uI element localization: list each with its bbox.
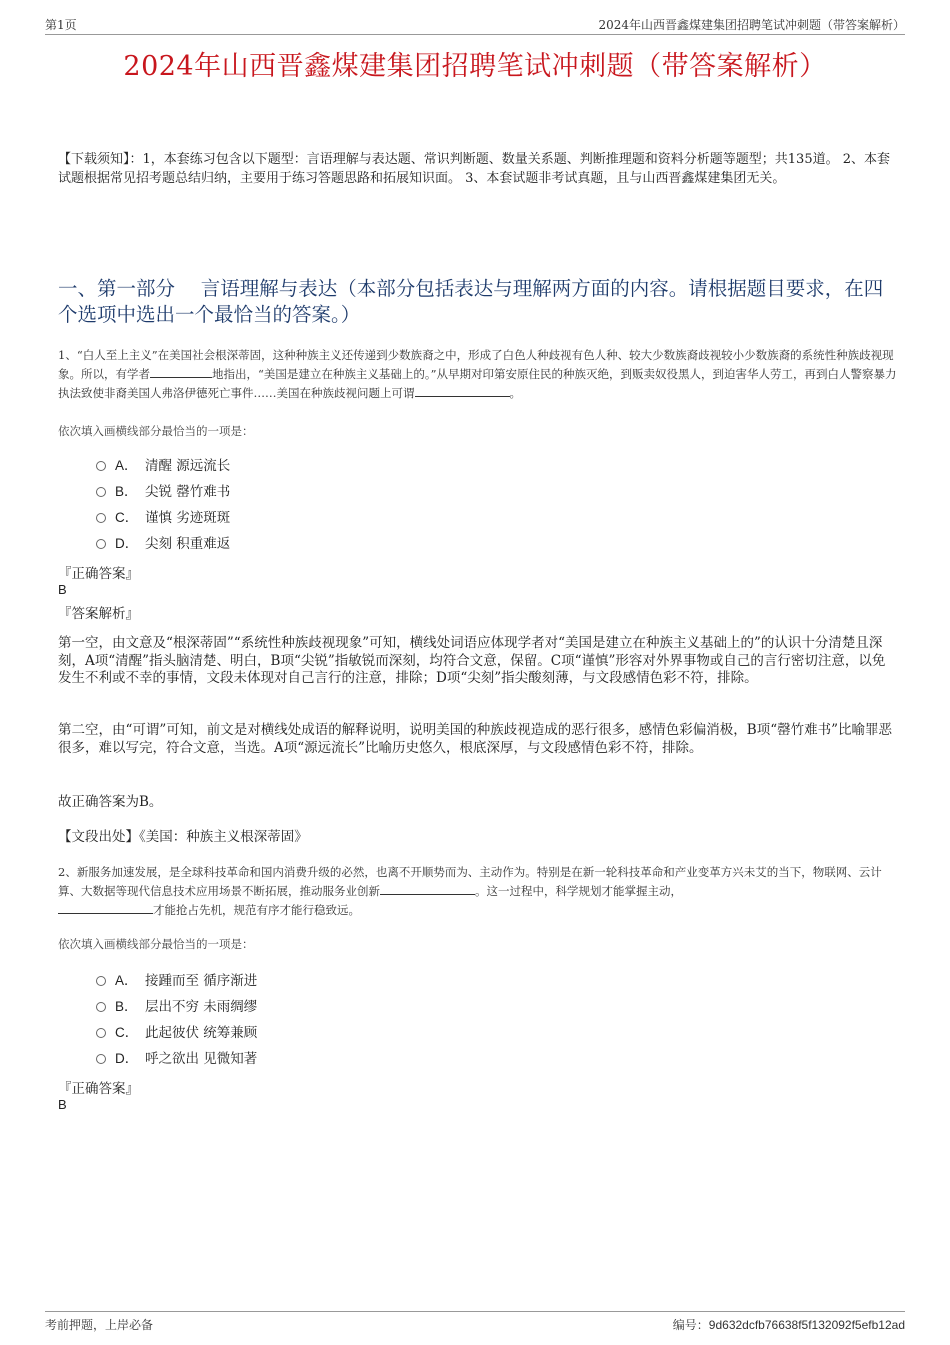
option-b[interactable]: B． 层出不穷 未雨绸缪 xyxy=(96,994,257,1020)
question-1-prompt: 依次填入画横线部分最恰当的一项是： xyxy=(58,424,254,438)
radio-icon[interactable] xyxy=(96,976,106,986)
footer-slogan: 考前押题，上岸必备 xyxy=(45,1318,154,1332)
fill-blank xyxy=(150,365,212,378)
text-source: 【文段出处】《美国：种族主义根深蒂固》 xyxy=(58,829,308,845)
analysis-conclusion: 故正确答案为B。 xyxy=(58,794,163,810)
question-1-text: 1、“白人至上主义”在美国社会根深蒂固，这种种族主义还传递到少数族裔之中，形成了白色人种歧视有色人种、较大少数族裔歧视较小少数族裔的系统性种族歧视现象。所以，有学者 地指出，“美国是建立在种族主义基础上的。”从早期对印第安原住民的种族灭绝，到贩卖奴役黑人，到迫害华人劳工，再到白人警察暴力执法致使非裔美国人弗洛伊德死亡事件……美国在种族歧视问题上可谓 。 xyxy=(58,348,897,400)
analysis-label: 『答案解析』 xyxy=(58,606,139,622)
radio-icon[interactable] xyxy=(96,539,106,549)
section-title: 一、第一部分 言语理解与表达（本部分包括表达与理解两方面的内容。请根据题目要求，在四个选项中选出一个最恰当的答案。） xyxy=(58,277,884,326)
page-header xyxy=(45,14,905,35)
radio-icon[interactable] xyxy=(96,1002,106,1012)
radio-icon[interactable] xyxy=(96,513,106,523)
header-doc-title: 2024年山西晋鑫煤建集团招聘笔试冲刺题（带答案解析） xyxy=(598,18,905,32)
option-b[interactable]: B． 尖锐 罄竹难书 xyxy=(96,479,230,505)
correct-answer: B xyxy=(58,582,67,597)
correct-answer: B xyxy=(58,1097,67,1112)
option-d[interactable]: D． 尖刻 积重难返 xyxy=(96,531,230,557)
page-footer xyxy=(45,1311,905,1334)
radio-icon[interactable] xyxy=(96,461,106,471)
question-2-text: 2、新服务加速发展，是全球科技革命和国内消费升级的必然，也离不开顺势而为、主动作为。特别是在新一轮科技革命和产业变革方兴未艾的当下，物联网、云计算、大数据等现代信息技术应用场景不断拓展，推动服务业创新 。这一过程中，科学规划才能掌握主动， 才能抢占先机，规范有序才能行稳致远。 xyxy=(58,865,882,917)
option-a[interactable]: A． 接踵而至 循序渐进 xyxy=(96,968,257,994)
fill-blank xyxy=(415,384,510,397)
answer-label: 『正确答案』 xyxy=(58,566,139,582)
analysis-paragraph-1: 第一空，由文意及“根深蒂固”“系统性种族歧视现象”可知，横线处词语应体现学者对“美国是建立在种族主义基础上的”的认识十分清楚且深刻，A项“清醒”指头脑清楚、明白，B项“尖锐”指敏锐而深刻，均符合文意，保留。C项“谨慎”形容对外界事物或自己的言行密切注意，以免发生不利或不幸的事情，文段未体现对自己言行的注意，排除；D项“尖刻”指尖酸刻薄，与文段感情色彩不符，排除。 xyxy=(58,635,886,686)
radio-icon[interactable] xyxy=(96,1054,106,1064)
option-d[interactable]: D． 呼之欲出 见微知著 xyxy=(96,1046,257,1072)
page-number: 第1页 xyxy=(45,18,77,32)
option-c[interactable]: C． 谨慎 劣迹斑斑 xyxy=(96,505,230,531)
answer-label: 『正确答案』 xyxy=(58,1081,139,1097)
radio-icon[interactable] xyxy=(96,487,106,497)
question-2-prompt: 依次填入画横线部分最恰当的一项是： xyxy=(58,937,254,951)
option-a[interactable]: A． 清醒 源远流长 xyxy=(96,453,230,479)
fill-blank xyxy=(58,901,153,914)
radio-icon[interactable] xyxy=(96,1028,106,1038)
download-notice: 【下载须知】：1，本套练习包含以下题型：言语理解与表达题、常识判断题、数量关系题、判断推理题和资料分析题等题型；共135道。 2、本套试题根据常见招考题总结归纳，主要用于练习答题思路和拓展知识面。 3、本套试题非考试真题，且与山西晋鑫煤建集团无关。 xyxy=(58,152,890,186)
footer-code: 编号：9d632dcfb76638f5f132092f5efb12ad xyxy=(672,1318,905,1332)
analysis-paragraph-2: 第二空，由“可谓”可知，前文是对横线处成语的解释说明，说明美国的种族歧视造成的恶行很多，感情色彩偏消极，B项“罄竹难书”比喻罪恶很多，难以写完，符合文意，当选。A项“源远流长”比喻历史悠久，根底深厚，与文段感情色彩不符，排除。 xyxy=(58,722,893,756)
question-1-options xyxy=(96,453,230,557)
document-title: 2024年山西晋鑫煤建集团招聘笔试冲刺题（带答案解析） xyxy=(123,51,827,82)
question-2-options xyxy=(96,968,257,1072)
fill-blank xyxy=(380,882,475,895)
option-c[interactable]: C． 此起彼伏 统筹兼顾 xyxy=(96,1020,257,1046)
